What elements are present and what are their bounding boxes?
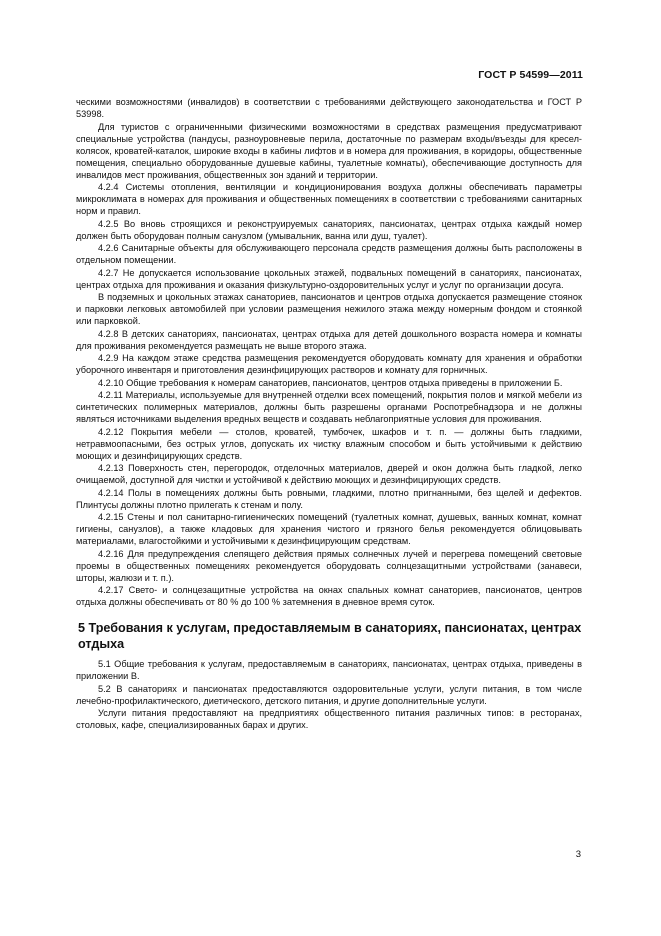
paragraph: ческими возможностями (инвалидов) в соответствии с требованиями действующего законодательства и ГОСТ Р 53998. — [76, 97, 582, 119]
paragraph: 4.2.15 Стены и пол санитарно-гигиенических помещений (туалетных комнат, душевых, ванных комнат, комнат гигиены, санузлов), а также кладовых для хранения чистого и грязного белья рекомендуется облицовывать материалами, влагостойкими и устойчивыми к дезинфицирующим средствам. — [76, 512, 582, 546]
paragraph: 4.2.14 Полы в помещениях должны быть ровными, гладкими, плотно пригнанными, без щелей и дефектов. Плинтусы должны плотно прилегать к стенам и полу. — [76, 487, 582, 510]
section-heading: 5 Требования к услугам, предоставляемым в санаториях, пансионатах, центрах отдыха — [78, 621, 582, 651]
paragraph: 4.2.5 Во вновь строящихся и реконструируемых санаториях, пансионатах, центрах отдыха каждый номер должен быть оборудован полным санузлом (умывальник, ванна или душ, туалет). — [76, 218, 582, 241]
paragraph: 4.2.13 Поверхность стен, перегородок, отделочных материалов, дверей и окон должна быть гладкой, легко очищаемой, доступной для чистки и устойчивой к действию моющих и дезинфицирующих средств. — [76, 463, 582, 485]
paragraph: Услуги питания предоставляют на предприятиях общественного питания различных типов: в ресторанах, столовых, кафе, специализированных барах и других. — [76, 708, 582, 730]
paragraph: 4.2.6 Санитарные объекты для обслуживающего персонала средств размещения должны быть расположены в отдельном помещении. — [76, 243, 582, 265]
paragraph: 4.2.9 На каждом этаже средства размещения рекомендуется оборудовать комнату для хранения и обработки уборочного инвентаря и приготовления дезинфицирующих растворов и комнату для горничных. — [76, 353, 582, 375]
paragraph: Для туристов с ограниченными физическими возможностями в средствах размещения предусматривают специальные устройства (пандусы, разноуровневые перила, достаточные по размерам входы/въезды для кресел-колясок, кроватей-каталок, широкие входы в кабины лифтов и в номера для проживания, в коридоры, общественные помещения, специально оборудованные душевые кабины, туалетные комнаты), обеспечивающие доступность для инвалидов мест проживания, общественных зон зданий и территории. — [76, 121, 582, 180]
paragraph: 4.2.16 Для предупреждения слепящего действия прямых солнечных лучей и перегрева помещений световые проемы в общественных помещениях рекомендуется оборудовать солнцезащитными устройствами (занавеси, шторы, жалюзи и т. п.). — [76, 548, 582, 583]
standard-code: ГОСТ Р 54599—2011 — [478, 69, 583, 81]
paragraph: 4.2.12 Покрытия мебели — столов, кроватей, тумбочек, шкафов и т. п. — должны быть гладкими, нетравмоопасными, без острых углов, допускать их чистку влажным способом и быть устойчивыми к действию моющих и дезинфицирующих средств. — [76, 426, 582, 461]
paragraph: В подземных и цокольных этажах санаториев, пансионатов и центров отдыха допускается размещение стоянок и парковки легковых автомобилей при условии размещения нежилого этажа между номерным фондом и стоянкой или парковкой. — [76, 292, 582, 326]
paragraph: 4.2.4 Системы отопления, вентиляции и кондиционирования воздуха должны обеспечивать параметры микроклимата в номерах для проживания и общественных помещениях в соответствии с требованиями санитарных норм и правил. — [76, 182, 582, 216]
paragraph: 4.2.8 В детских санаториях, пансионатах, центрах отдыха для детей дошкольного возраста номера и комнаты для проживания рекомендуется размещать не выше второго этажа. — [76, 328, 582, 351]
paragraph: 5.2 В санаториях и пансионатах предоставляются оздоровительные услуги, услуги питания, в том числе лечебно-профилактического, диетического, детского питания, и другие дополнительные услуги. — [76, 683, 582, 706]
paragraph: 5.1 Общие требования к услугам, предоставляемым в санаториях, пансионатах, центрах отдыха, приведены в приложении В. — [76, 659, 582, 681]
paragraph: 4.2.7 Не допускается использование цокольных этажей, подвальных помещений в санаториях, пансионатах, центрах отдыха для проживания и оказания физкультурно-оздоровительных услуг и услуг по организации досуга. — [76, 267, 582, 290]
paragraph: 4.2.11 Материалы, используемые для внутренней отделки всех помещений, покрытия полов и мягкой мебели из синтетических полимерных материалов, должны быть разрешены органами Роспотребнадзора и не должны являться источниками выделения вредных веществ и создавать неблагоприятные условия для проживания. — [76, 390, 582, 424]
document-body — [76, 96, 582, 732]
paragraph: 4.2.17 Свето- и солнцезащитные устройства на окнах спальных комнат санаториев, пансионатов, центров отдыха должны обеспечивать от 80 % до 100 % затемнения в дневное время суток. — [76, 585, 582, 607]
page-number: 3 — [575, 849, 581, 860]
paragraph: 4.2.10 Общие требования к номерам санаториев, пансионатов, центров отдыха приведены в приложении Б. — [98, 377, 563, 388]
